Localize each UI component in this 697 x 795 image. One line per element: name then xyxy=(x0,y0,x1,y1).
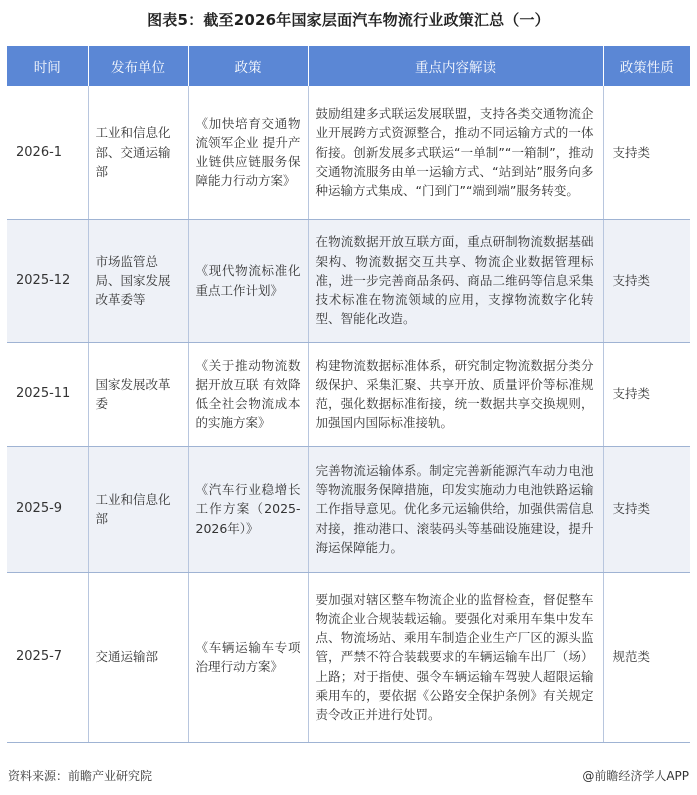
header-time: 时间 xyxy=(7,46,88,86)
table-row xyxy=(7,86,690,219)
cell-nature: 支持类 xyxy=(603,86,690,219)
page-title: 图表5：截至2026年国家层面汽车物流行业政策汇总（一） xyxy=(147,11,550,29)
cell-time: 2026-1 xyxy=(7,86,88,219)
cell-policy: 《现代物流标准化重点工作计划》 xyxy=(188,219,308,342)
cell-content: 在物流数据开放互联方面，重点研制物流数据基础架构、物流数据交互共享、物流企业数据管理标准，进一步完善商品条码、商品二维码等信息采集技术标准在物流领域的应用，支撑物流数字化转型、智能化改造。 xyxy=(308,219,603,342)
cell-time: 2025-7 xyxy=(7,572,88,742)
cell-nature: 支持类 xyxy=(603,219,690,342)
cell-time: 2025-12 xyxy=(7,219,88,342)
table-row xyxy=(7,446,690,572)
cell-content: 完善物流运输体系。制定完善新能源汽车动力电池等物流服务保障措施，印发实施动力电池铁路运输工作指导意见。优化多元运输供给，加强供需信息对接，推动港口、滚装码头等基础设施建设，提升海运保障能力。 xyxy=(308,446,603,572)
cell-content: 要加强对辖区整车物流企业的监督检查，督促整车物流企业合规装载运输。要强化对乘用车集中发车点、物流场站、乘用车制造企业生产厂区的源头监管，严禁不符合装载要求的车辆运输车出厂（场）上路；对于指使、强令车辆运输车驾驶人超限运输乘用车的，要依据《公路安全保护条例》有关规定责令改正并进行处罚。 xyxy=(308,572,603,742)
table-row xyxy=(7,219,690,342)
cell-policy: 《汽车行业稳增长工作方案（2025-2026年）》 xyxy=(188,446,308,572)
table-header-row xyxy=(7,46,690,86)
cell-nature: 支持类 xyxy=(603,342,690,446)
table-row xyxy=(7,342,690,446)
cell-content: 鼓励组建多式联运发展联盟，支持各类交通物流企业开展跨方式资源整合，推动不同运输方式的一体衔接。创新发展多式联运“一单制”“一箱制”，推动交通物流服务由单一运输方式、“站到站”服务向多种运输方式集成、“门到门”“端到端”服务转变。 xyxy=(308,86,603,219)
cell-policy: 《加快培育交通物流领军企业 提升产业链供应链服务保障能力行动方案》 xyxy=(188,86,308,219)
cell-unit: 市场监管总局、国家发展改革委等 xyxy=(88,219,188,342)
source-note: 资料来源：前瞻产业研究院 xyxy=(8,769,153,783)
cell-policy: 《关于推动物流数据开放互联 有效降低全社会物流成本的实施方案》 xyxy=(188,342,308,446)
header-content: 重点内容解读 xyxy=(308,46,603,86)
cell-unit: 工业和信息化部 xyxy=(88,446,188,572)
header-unit: 发布单位 xyxy=(88,46,188,86)
cell-unit: 交通运输部 xyxy=(88,572,188,742)
table-row xyxy=(7,572,690,742)
cell-nature: 规范类 xyxy=(603,572,690,742)
cell-content: 构建物流数据标准体系，研究制定物流数据分类分级保护、采集汇聚、共享开放、质量评价等标准规范，强化数据标准衔接，统一数据共享交换规则，加强国内国际标准接轨。 xyxy=(308,342,603,446)
cell-time: 2025-9 xyxy=(7,446,88,572)
cell-policy: 《车辆运输车专项治理行动方案》 xyxy=(188,572,308,742)
header-nature: 政策性质 xyxy=(603,46,690,86)
cell-unit: 工业和信息化部、交通运输部 xyxy=(88,86,188,219)
brand-credit: @前瞻经济学人APP xyxy=(582,769,689,783)
policy-table xyxy=(7,46,690,743)
header-policy: 政策 xyxy=(188,46,308,86)
cell-unit: 国家发展改革委 xyxy=(88,342,188,446)
cell-nature: 支持类 xyxy=(603,446,690,572)
cell-time: 2025-11 xyxy=(7,342,88,446)
